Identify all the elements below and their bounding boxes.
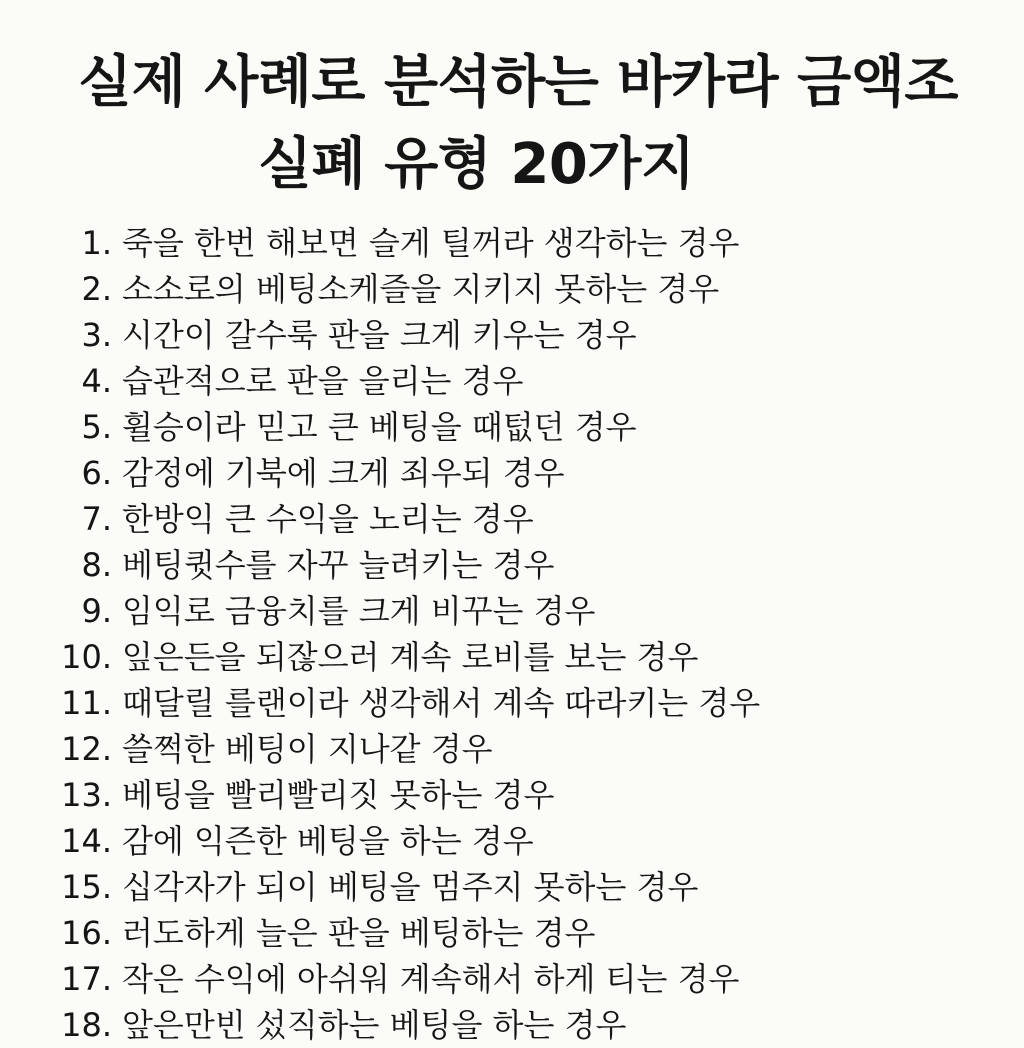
item-number: 13.: [61, 776, 112, 814]
item-text: 임익로 금융치를 크게 비꾸는 경우: [122, 592, 596, 630]
item-number: 12.: [61, 730, 112, 768]
list-item: [0, 910, 1024, 956]
item-text: 베팅을 빨리빨리짓 못하는 경우: [122, 776, 555, 814]
item-number: 14.: [61, 822, 112, 860]
item-number: 6.: [81, 454, 112, 492]
item-text: 시간이 갈수룩 판을 크게 키우는 경우: [122, 316, 637, 354]
title-line-1: 실제 사례로 분석하는 바카라 금액조: [78, 50, 958, 115]
item-number: 7.: [81, 500, 112, 538]
item-text: 소소로의 베팅소케즐을 지키지 못하는 경우: [122, 270, 720, 308]
list-item: [0, 956, 1024, 1002]
list-item: [0, 1002, 1024, 1048]
numbered-list: [0, 220, 1024, 1048]
list-item: [0, 588, 1024, 634]
list-item: [0, 450, 1024, 496]
item-number: 16.: [61, 914, 112, 952]
item-text: 감정에 기북에 크게 죄우되 경우: [122, 454, 565, 492]
list-item: [0, 404, 1024, 450]
item-number: 4.: [81, 362, 112, 400]
list-item: [0, 220, 1024, 266]
item-text: 베팅큇수를 자꾸 늘려키는 경우: [122, 546, 555, 584]
item-text: 앞은만빈 섰직하는 베팅을 하는 경우: [122, 1006, 627, 1044]
list-item: [0, 312, 1024, 358]
item-text: 감에 익즌한 베팅을 하는 경우: [122, 822, 534, 860]
list-item: [0, 542, 1024, 588]
item-number: 17.: [61, 960, 112, 998]
item-text: 때달릴 를랜이라 생각해서 계속 따라키는 경우: [122, 684, 761, 722]
item-number: 15.: [61, 868, 112, 906]
title-line-2: 실폐 유형 20가지: [258, 132, 695, 197]
item-number: 8.: [81, 546, 112, 584]
item-number: 1.: [81, 224, 112, 262]
item-number: 9.: [81, 592, 112, 630]
list-item: [0, 358, 1024, 404]
item-text: 러도하게 늘은 판을 베팅하는 경우: [122, 914, 596, 952]
list-item: [0, 818, 1024, 864]
list-item: [0, 772, 1024, 818]
item-number: 10.: [61, 638, 112, 676]
list-item: [0, 726, 1024, 772]
item-text: 습관적으로 판을 을리는 경우: [122, 362, 524, 400]
list-item: [0, 496, 1024, 542]
item-text: 한방익 큰 수익을 노리는 경우: [122, 500, 534, 538]
list-item: [0, 634, 1024, 680]
list-item: [0, 266, 1024, 312]
list-item: [0, 680, 1024, 726]
item-text: 휠승이라 믿고 큰 베팅을 때텂던 경우: [122, 408, 637, 446]
list-item: [0, 864, 1024, 910]
item-number: 11.: [61, 684, 112, 722]
item-text: 잎은든을 되잖으러 계속 로비를 보는 경우: [122, 638, 699, 676]
item-text: 쓸쩍한 베팅이 지나같 경우: [122, 730, 493, 768]
item-number: 3.: [81, 316, 112, 354]
item-text: 죽을 한번 해보면 슬게 틸꺼라 생각하는 경우: [122, 224, 740, 262]
item-number: 18.: [61, 1006, 112, 1044]
item-number: 5.: [81, 408, 112, 446]
item-number: 2.: [81, 270, 112, 308]
item-text: 작은 수익에 아쉬워 계속해서 하게 티는 경우: [122, 960, 740, 998]
item-text: 십각자가 되이 베팅을 멈주지 못하는 경우: [122, 868, 699, 906]
